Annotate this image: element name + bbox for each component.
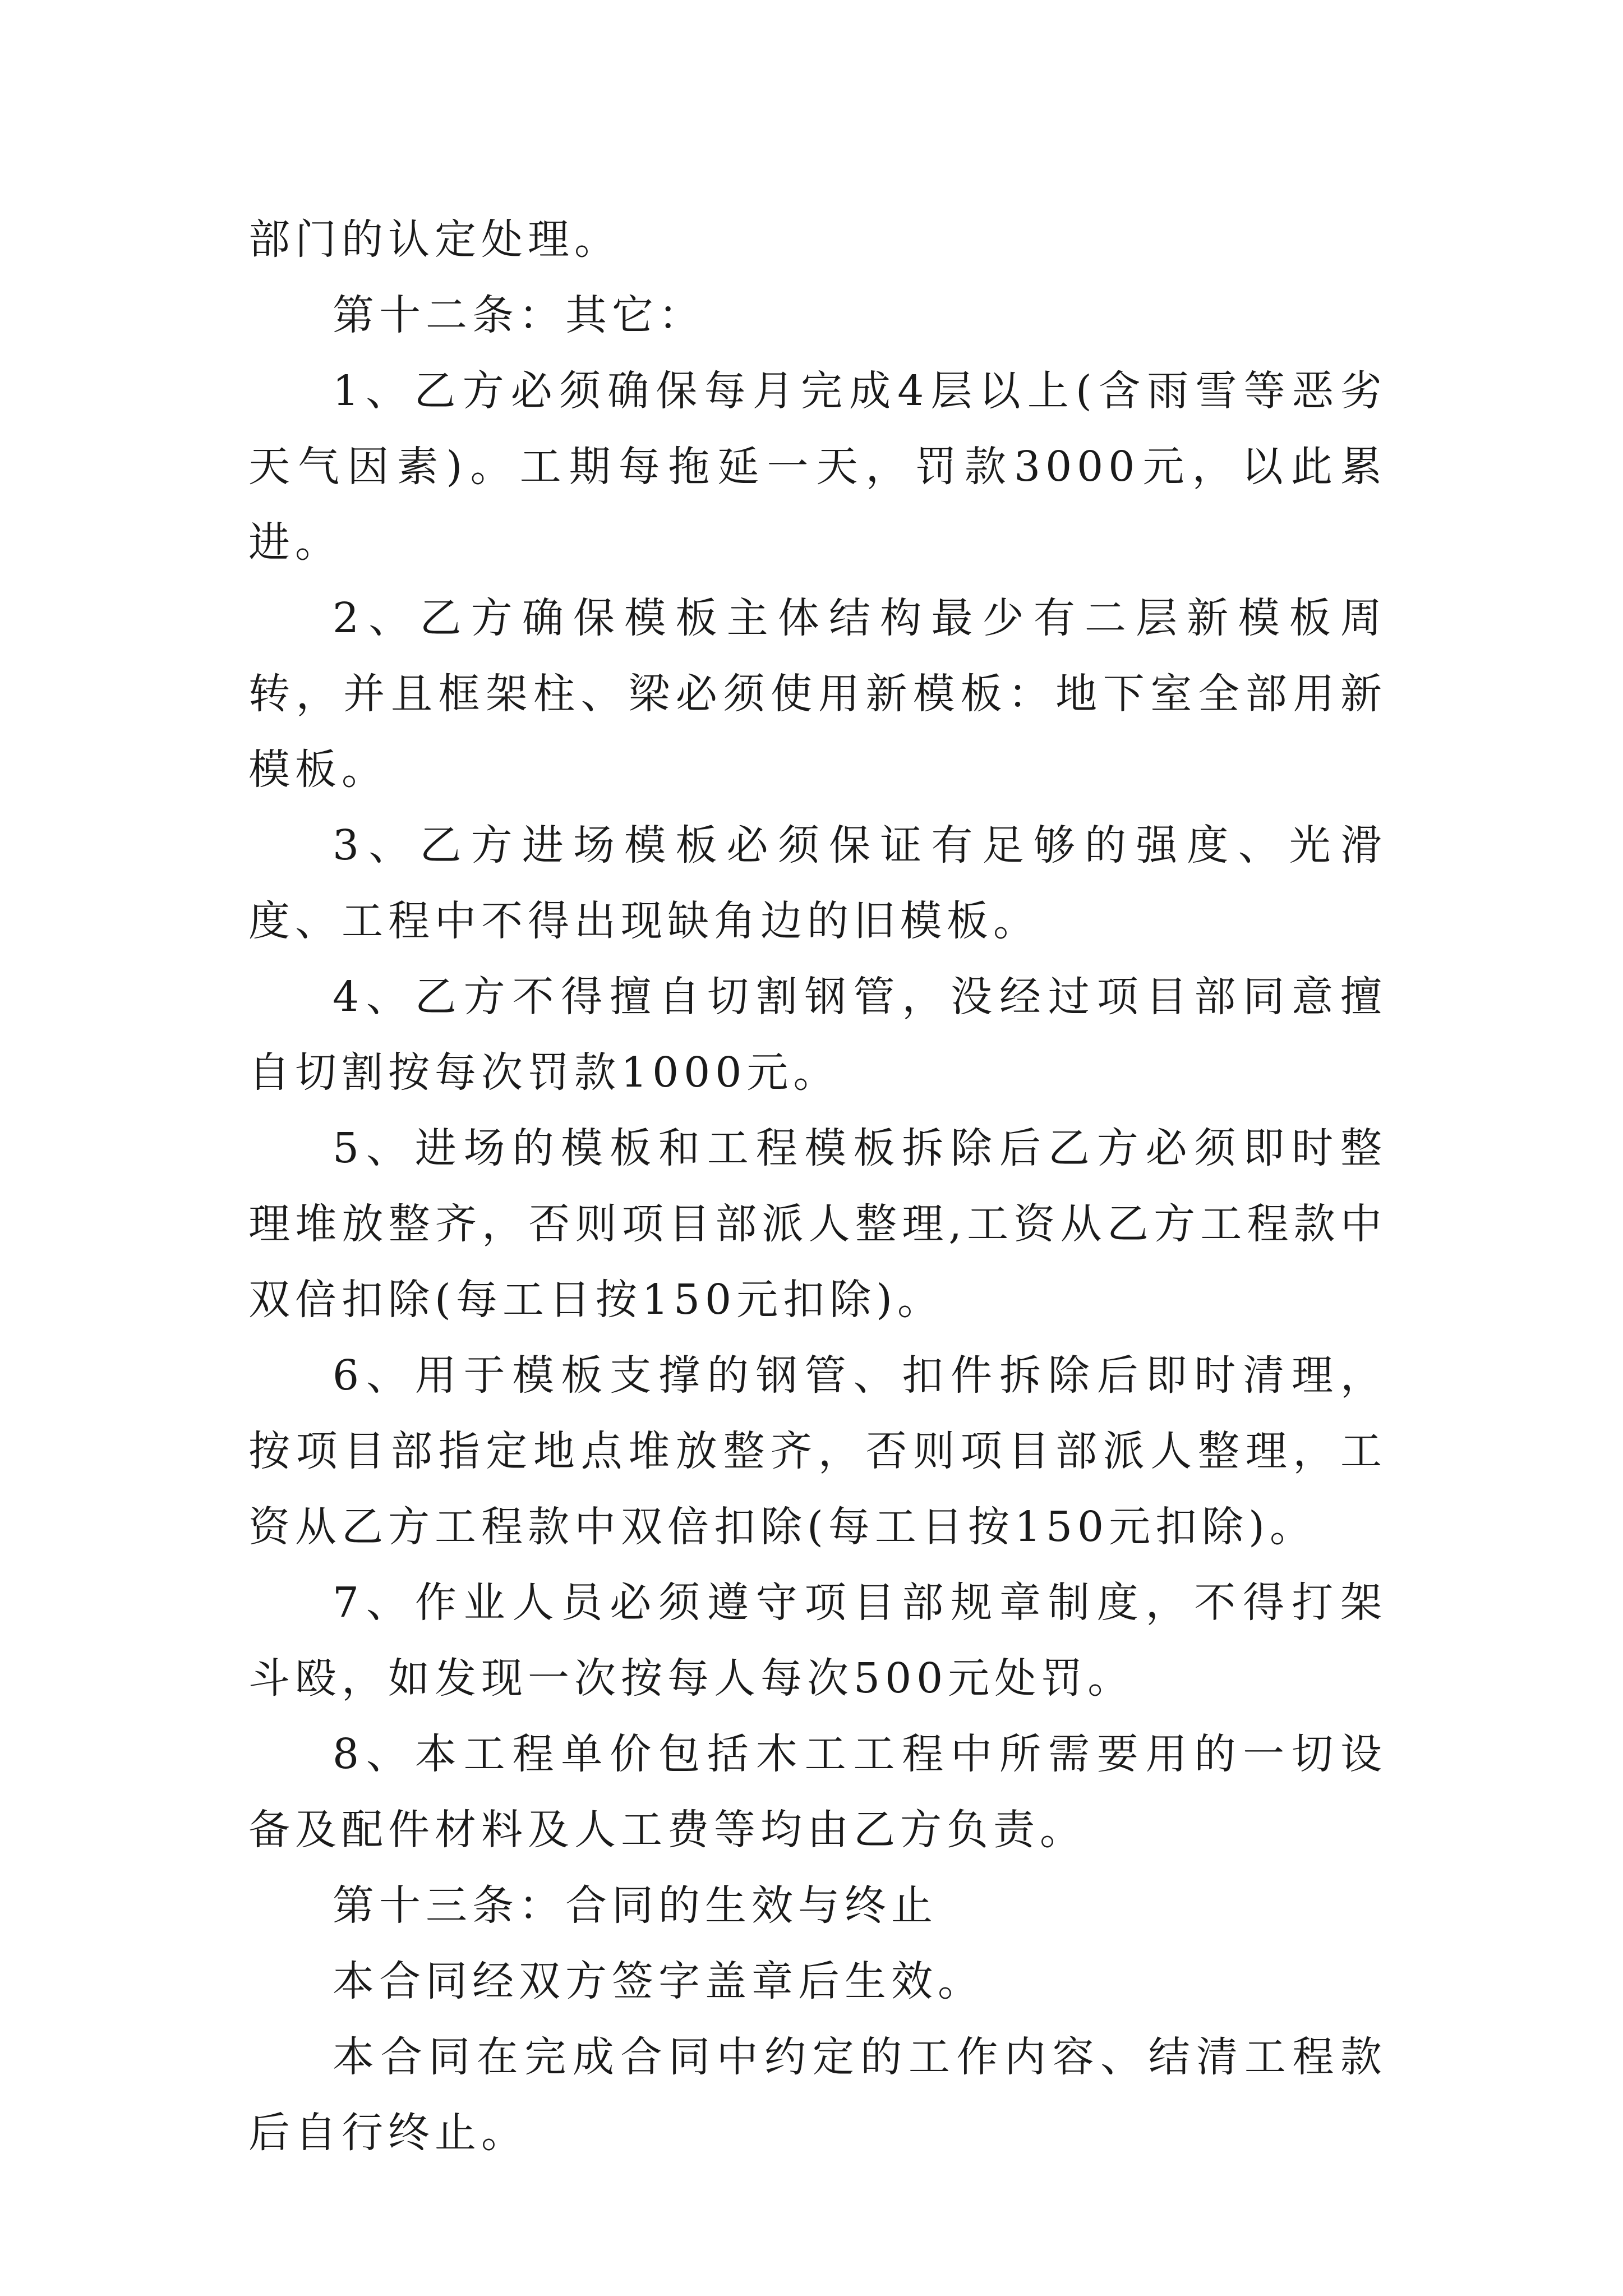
effect-clause: 本合同经双方签字盖章后生效。 [333, 1957, 984, 2005]
clause-4: 4、乙方不得擅自切割钢管，没经过项目部同意擅自切割按每次罚款1000元。 [248, 973, 1387, 1097]
clause-5: 5、进场的模板和工程模板拆除后乙方必须即时整理堆放整齐，否则项目部派人整理,工资从乙方工程款中双倍扣除(每工日按150元扣除)。 [248, 1124, 1387, 1324]
termination-clause: 本合同在完成合同中约定的工作内容、结清工程款后自行终止。 [248, 2033, 1387, 2157]
document-page [248, 202, 1387, 2171]
article-13-heading: 第十三条：合同的生效与终止 [333, 1881, 938, 1930]
clause-2: 2、乙方确保模板主体结构最少有二层新模板周转，并且框架柱、梁必须使用新模板：地下室全部用新模板。 [248, 594, 1387, 794]
clause-1: 1、乙方必须确保每月完成4层以上(含雨雪等恶劣天气因素)。工期每拖延一天，罚款3000元，以此累进。 [248, 367, 1387, 567]
article-12-heading: 第十二条：其它： [333, 291, 705, 339]
clause-8: 8、本工程单价包括木工工程中所需要用的一切设备及配件材料及人工费等均由乙方负责。 [248, 1730, 1387, 1854]
paragraph-continuation: 部门的认定处理。 [248, 215, 621, 264]
clause-6: 6、用于模板支撑的钢管、扣件拆除后即时清理，按项目部指定地点堆放整齐，否则项目部派人整理，工资从乙方工程款中双倍扣除(每工日按150元扣除)。 [248, 1351, 1387, 1551]
clause-3: 3、乙方进场模板必须保证有足够的强度、光滑度、工程中不得出现缺角边的旧模板。 [248, 821, 1387, 945]
clause-7: 7、作业人员必须遵守项目部规章制度，不得打架斗殴，如发现一次按每人每次500元处罚。 [248, 1579, 1387, 1703]
